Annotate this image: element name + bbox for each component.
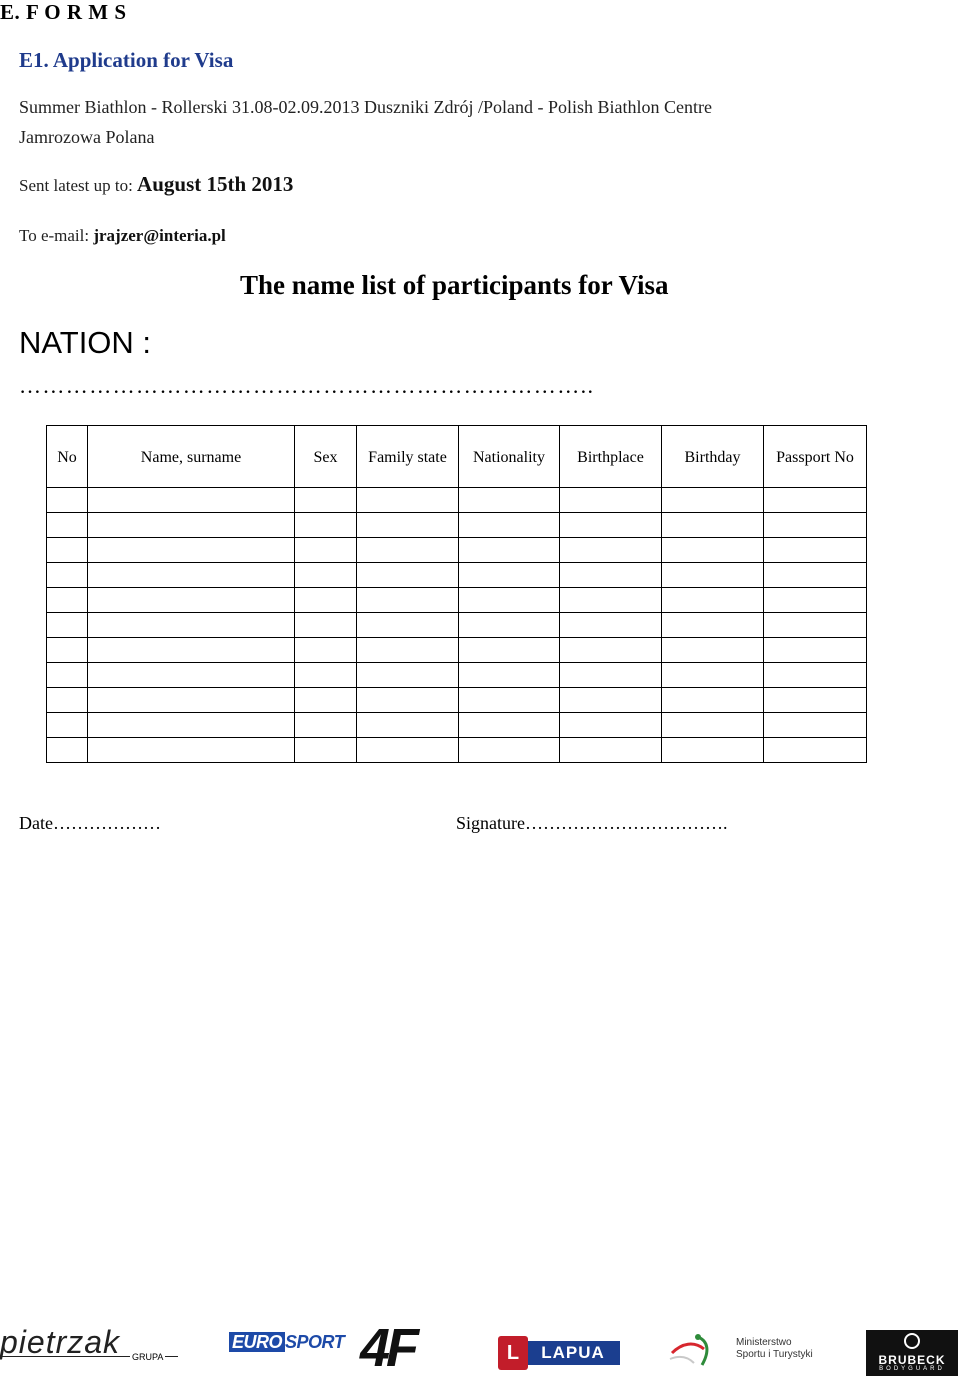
table-cell[interactable] <box>47 713 88 738</box>
table-cell[interactable] <box>295 613 357 638</box>
table-cell[interactable] <box>560 613 662 638</box>
table-cell[interactable] <box>459 713 560 738</box>
table-cell[interactable] <box>662 738 764 763</box>
table-cell[interactable] <box>88 688 295 713</box>
table-cell[interactable] <box>560 588 662 613</box>
column-header-name: Name, surname <box>88 426 295 488</box>
table-cell[interactable] <box>764 738 867 763</box>
table-cell[interactable] <box>357 713 459 738</box>
table-cell[interactable] <box>459 563 560 588</box>
deadline-date: August 15th 2013 <box>137 172 294 196</box>
eurosport-logo-euro: EURO <box>229 1332 285 1352</box>
table-cell[interactable] <box>764 488 867 513</box>
table-row <box>47 538 867 563</box>
table-cell[interactable] <box>88 663 295 688</box>
column-header-birthday: Birthday <box>662 426 764 488</box>
table-row <box>47 738 867 763</box>
table-cell[interactable] <box>357 563 459 588</box>
table-cell[interactable] <box>560 638 662 663</box>
table-cell[interactable] <box>459 538 560 563</box>
table-cell[interactable] <box>47 688 88 713</box>
table-cell[interactable] <box>560 538 662 563</box>
forms-heading: E. F O R M S <box>0 0 127 24</box>
email-label: To e-mail: <box>19 226 94 245</box>
table-cell[interactable] <box>662 613 764 638</box>
table-cell[interactable] <box>47 513 88 538</box>
table-row <box>47 513 867 538</box>
table-cell[interactable] <box>47 663 88 688</box>
table-cell[interactable] <box>88 563 295 588</box>
table-body <box>47 488 867 763</box>
table-cell[interactable] <box>88 738 295 763</box>
email-line <box>19 226 226 246</box>
table-cell[interactable] <box>88 513 295 538</box>
table-cell[interactable] <box>459 663 560 688</box>
table-cell[interactable] <box>88 538 295 563</box>
section-title: E1. Application for Visa <box>19 48 234 72</box>
table-cell[interactable] <box>459 688 560 713</box>
table-cell[interactable] <box>560 738 662 763</box>
lapua-logo <box>498 1336 622 1370</box>
table-cell[interactable] <box>295 663 357 688</box>
table-row <box>47 638 867 663</box>
table-cell[interactable] <box>88 488 295 513</box>
table-cell[interactable] <box>764 588 867 613</box>
table-cell[interactable] <box>357 488 459 513</box>
table-row <box>47 613 867 638</box>
column-header-birthplace: Birthplace <box>560 426 662 488</box>
table-cell[interactable] <box>459 588 560 613</box>
lapua-logo-badge: L <box>498 1336 528 1370</box>
column-header-family-state: Family state <box>357 426 459 488</box>
pietrzak-logo-sub: GRUPA <box>132 1352 164 1362</box>
table-cell[interactable] <box>560 513 662 538</box>
brubeck-logo-text: BRUBECK <box>878 1353 946 1367</box>
table-cell[interactable] <box>295 713 357 738</box>
table-cell[interactable] <box>295 738 357 763</box>
table-cell[interactable] <box>459 513 560 538</box>
pietrzak-logo <box>0 1324 178 1362</box>
date-field[interactable]: Date……………… <box>19 813 161 833</box>
event-description-line1: Summer Biathlon - Rollerski 31.08-02.09.2013 Duszniki Zdrój /Poland - Polish Biathlon Centre <box>19 97 712 117</box>
brubeck-logo-tagline: BODYGUARD <box>879 1366 945 1372</box>
table-cell[interactable] <box>88 588 295 613</box>
table-cell[interactable] <box>47 613 88 638</box>
table-cell[interactable] <box>295 538 357 563</box>
table-cell[interactable] <box>662 563 764 588</box>
ministry-line2: Sportu i Turystyki <box>736 1349 813 1360</box>
column-header-nationality: Nationality <box>459 426 560 488</box>
eurosport-logo <box>229 1332 344 1353</box>
table-cell[interactable] <box>764 638 867 663</box>
table-cell[interactable] <box>764 563 867 588</box>
table-cell[interactable] <box>459 613 560 638</box>
event-description-line2: Jamrozowa Polana <box>19 127 155 147</box>
table-cell[interactable] <box>295 488 357 513</box>
email-address[interactable]: jrajzer@interia.pl <box>93 226 226 245</box>
column-header-passport: Passport No <box>764 426 867 488</box>
table-cell[interactable] <box>88 613 295 638</box>
table-row <box>47 488 867 513</box>
table-cell[interactable] <box>295 688 357 713</box>
table-cell[interactable] <box>662 513 764 538</box>
column-header-no: No <box>47 426 88 488</box>
nation-label: NATION : <box>19 325 152 360</box>
brubeck-emblem-icon <box>904 1333 920 1349</box>
table-cell[interactable] <box>459 638 560 663</box>
table-cell[interactable] <box>662 588 764 613</box>
table-cell[interactable] <box>764 713 867 738</box>
deadline-line <box>19 172 293 197</box>
ministry-logo-text <box>736 1337 813 1361</box>
table-cell[interactable] <box>88 638 295 663</box>
table-cell[interactable] <box>560 488 662 513</box>
ministry-line1: Ministerstwo <box>736 1337 792 1348</box>
table-cell[interactable] <box>47 563 88 588</box>
table-cell[interactable] <box>764 538 867 563</box>
table-cell[interactable] <box>662 538 764 563</box>
eurosport-logo-sport: SPORT <box>285 1332 345 1352</box>
table-cell[interactable] <box>764 663 867 688</box>
column-header-sex: Sex <box>295 426 357 488</box>
ministry-emblem-icon <box>668 1331 728 1371</box>
4f-logo: 4F <box>360 1318 416 1378</box>
table-row <box>47 688 867 713</box>
table-cell[interactable] <box>662 688 764 713</box>
table-cell[interactable] <box>47 638 88 663</box>
table-cell[interactable] <box>357 513 459 538</box>
table-cell[interactable] <box>295 563 357 588</box>
deadline-label: Sent latest up to: <box>19 176 138 195</box>
participants-table <box>46 425 867 763</box>
list-title: The name list of participants for Visa <box>240 270 669 300</box>
table-cell[interactable] <box>88 713 295 738</box>
table-cell[interactable] <box>764 613 867 638</box>
table-cell[interactable] <box>560 663 662 688</box>
lapua-logo-text: LAPUA <box>526 1341 620 1365</box>
table-cell[interactable] <box>295 588 357 613</box>
table-row <box>47 563 867 588</box>
table-row <box>47 713 867 738</box>
table-cell[interactable] <box>47 588 88 613</box>
table-cell[interactable] <box>357 638 459 663</box>
table-cell[interactable] <box>662 663 764 688</box>
table-cell[interactable] <box>560 713 662 738</box>
table-cell[interactable] <box>662 488 764 513</box>
table-row <box>47 588 867 613</box>
table-cell[interactable] <box>662 638 764 663</box>
brubeck-logo <box>866 1330 958 1376</box>
pietrzak-logo-text: pietrzak <box>0 1324 121 1360</box>
table-cell[interactable] <box>357 588 459 613</box>
table-cell[interactable] <box>764 688 867 713</box>
table-cell[interactable] <box>47 538 88 563</box>
table-cell[interactable] <box>357 738 459 763</box>
table-cell[interactable] <box>295 638 357 663</box>
table-cell[interactable] <box>47 488 88 513</box>
table-cell[interactable] <box>357 688 459 713</box>
table-cell[interactable] <box>764 513 867 538</box>
nation-fill-line[interactable]: ……………………………………………………………….. <box>19 373 595 398</box>
table-cell[interactable] <box>459 738 560 763</box>
table-cell[interactable] <box>357 538 459 563</box>
table-cell[interactable] <box>662 713 764 738</box>
table-header-row <box>47 426 867 488</box>
signature-field[interactable]: Signature……………………………. <box>456 813 728 833</box>
table-cell[interactable] <box>295 513 357 538</box>
table-cell[interactable] <box>357 663 459 688</box>
table-cell[interactable] <box>47 738 88 763</box>
table-cell[interactable] <box>560 688 662 713</box>
table-cell[interactable] <box>459 488 560 513</box>
table-row <box>47 663 867 688</box>
ministry-logo <box>668 1331 818 1371</box>
table-cell[interactable] <box>357 613 459 638</box>
table-cell[interactable] <box>560 563 662 588</box>
